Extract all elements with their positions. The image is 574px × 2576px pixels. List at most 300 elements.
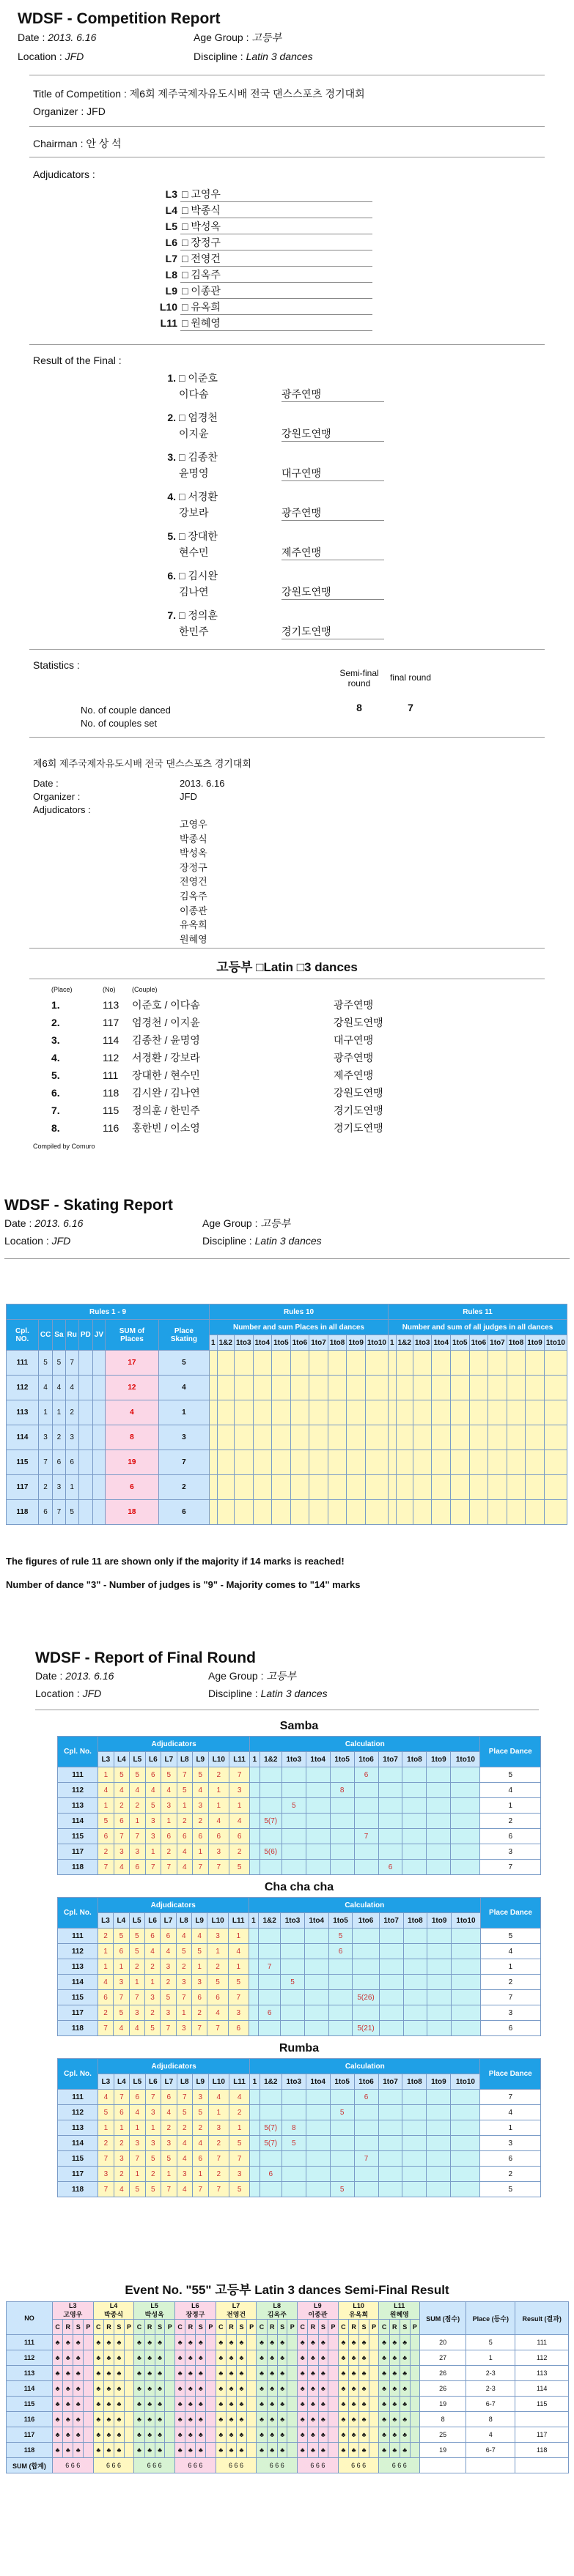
semi-mark — [369, 2412, 379, 2427]
calc-cell — [282, 2151, 306, 2167]
dance-place — [92, 1500, 105, 1525]
summary-result-row — [51, 1049, 383, 1066]
judge-mark: 5 — [161, 2151, 177, 2167]
calc-cell — [427, 2182, 451, 2197]
calc-col: 1to5 — [328, 1913, 353, 1929]
judge-mark: 3 — [177, 2167, 192, 2182]
calc-cell — [330, 2090, 354, 2105]
semi-mark: ♣ — [389, 2427, 400, 2443]
dance-place — [78, 1475, 92, 1500]
dance-row — [58, 2136, 541, 2151]
judge-mark: 5 — [98, 2105, 114, 2120]
calc-cell — [330, 2136, 354, 2151]
col-no: (No) — [103, 986, 116, 993]
semi-mark: ♣ — [257, 2397, 267, 2412]
semi-head — [7, 2302, 569, 2335]
calc-cell — [306, 1844, 330, 1860]
semi-sub: P — [206, 2320, 216, 2335]
judge-mark: 2 — [177, 2120, 192, 2136]
semi-sum: 26 — [420, 2366, 466, 2381]
skating-loc-row — [4, 1232, 322, 1250]
place-dance: 2 — [480, 1975, 540, 1990]
semi-judge-name: 박종식 — [103, 2311, 124, 2318]
cpl-no: 114 — [7, 1425, 39, 1450]
calc-cell — [427, 1959, 452, 1975]
semi-mark — [328, 2366, 339, 2381]
calc-cell — [306, 1783, 330, 1798]
semi-mark: ♣ — [103, 2443, 114, 2458]
rule-cell — [234, 1475, 253, 1500]
rule-cell — [544, 1450, 567, 1475]
final-round-title: WDSF - Report of Final Round — [35, 1649, 256, 1666]
judge-mark: 2 — [191, 2005, 207, 2021]
judge-mark: 3 — [208, 1844, 229, 1860]
semi-mark: ♣ — [277, 2427, 287, 2443]
semi-mark: ♣ — [185, 2443, 196, 2458]
cpl-no: 118 — [58, 1860, 98, 1875]
rule-cell — [365, 1376, 388, 1400]
judge-mark: 4 — [161, 2105, 177, 2120]
calc-cell — [260, 1767, 282, 1783]
rule-cell — [488, 1425, 507, 1450]
summary-club: 대구연맹 — [334, 1034, 374, 1046]
semi-mark — [246, 2443, 257, 2458]
dance-head2 — [58, 1752, 541, 1767]
judge-mark: 1 — [97, 1959, 113, 1975]
judge-mark: 4 — [114, 1860, 129, 1875]
cpl-header: Cpl. No. — [58, 1898, 98, 1929]
semi-mark — [246, 2366, 257, 2381]
skating-subheader: 1to3 — [234, 1335, 253, 1351]
calc-cell — [427, 1844, 451, 1860]
semi-mark: ♣ — [144, 2350, 155, 2366]
calc-cell — [402, 1798, 427, 1814]
calc-cell — [250, 2090, 260, 2105]
semi-mark — [246, 2350, 257, 2366]
judge-mark: 6 — [114, 1944, 129, 1959]
rule-cell — [469, 1351, 488, 1376]
cpl-header: Cpl. No. — [58, 2059, 98, 2090]
semi-mark: ♣ — [73, 2397, 84, 2412]
semi-sub: C — [298, 2320, 308, 2335]
semi-mark: ♣ — [389, 2397, 400, 2412]
calc-cell — [403, 1944, 427, 1959]
semi-sub: C — [379, 2320, 389, 2335]
dance-place: 5 — [53, 1351, 65, 1376]
semi-no: 116 — [7, 2412, 53, 2427]
dance-place — [78, 1376, 92, 1400]
final-line2 — [147, 505, 384, 521]
judge-mark: 1 — [97, 1944, 113, 1959]
semi-sub: P — [124, 2320, 134, 2335]
judge-mark: 3 — [145, 2136, 161, 2151]
age-label: Age Group : — [194, 31, 249, 43]
cpl-no: 112 — [58, 1944, 98, 1959]
judge-mark: 5 — [177, 2105, 192, 2120]
place-header: Place Dance — [480, 1737, 541, 1767]
semi-mark — [165, 2412, 175, 2427]
final-club: 강원도연맹 — [282, 426, 384, 442]
sum-places: 4 — [106, 1400, 159, 1425]
judge-mark: 3 — [161, 2136, 177, 2151]
semi-mark — [124, 2350, 134, 2366]
summary-adj-name: 이종관 — [180, 905, 207, 916]
calc-cell — [427, 1929, 452, 1944]
semi-judge-code: L8 — [273, 2302, 281, 2309]
semi-mark: ♣ — [175, 2366, 185, 2381]
rule-cell — [544, 1376, 567, 1400]
semi-row — [7, 2366, 569, 2381]
dance-place — [92, 1376, 105, 1400]
semi-mark: ♣ — [196, 2427, 206, 2443]
semi-mark: ♣ — [93, 2443, 103, 2458]
rule-cell — [253, 1351, 272, 1376]
calc-cell — [451, 2151, 480, 2167]
judge-mark: 5 — [193, 2105, 208, 2120]
semi-h_sum: SUM (점수) — [420, 2302, 466, 2335]
calc-cell — [402, 1783, 427, 1798]
final-leader: □ 이준호 — [179, 372, 218, 384]
judge-mark: 6 — [191, 1990, 207, 2005]
rule-cell — [469, 1475, 488, 1500]
semi-mark — [124, 2366, 134, 2381]
summary-no: 117 — [103, 1017, 119, 1028]
final-line1 — [147, 449, 384, 465]
semi-row — [7, 2335, 569, 2350]
chair-label: Chairman : — [33, 138, 84, 149]
judge-mark: 7 — [229, 1767, 250, 1783]
judge-mark: 4 — [130, 2105, 145, 2120]
date-label: Date : — [18, 31, 45, 43]
semi-mark — [124, 2335, 134, 2350]
judge-mark: 5 — [144, 2021, 160, 2036]
place-dance: 4 — [480, 1944, 540, 1959]
adjudicator-row — [147, 315, 372, 331]
summary-no: 114 — [103, 1034, 119, 1046]
toc-label: Title of Competition : — [33, 88, 127, 100]
final-label: Result of the Final : — [33, 355, 122, 366]
calc-cell — [427, 1814, 451, 1829]
calc-cell — [427, 2005, 452, 2021]
judge-code: L9 — [191, 1913, 207, 1929]
final-leader: □ 장대한 — [179, 530, 218, 542]
judge-mark: 2 — [229, 2105, 250, 2120]
judge-mark: 7 — [114, 2090, 129, 2105]
semi-mark: ♣ — [267, 2427, 277, 2443]
judge-mark: 5 — [114, 1929, 129, 1944]
semi-mark: ♣ — [103, 2397, 114, 2412]
calc-col: 1to5 — [330, 1752, 354, 1767]
semi-mark — [410, 2381, 420, 2397]
dance-row — [58, 1959, 541, 1975]
sk-disc: Latin 3 dances — [254, 1235, 322, 1247]
semi-no: 115 — [7, 2397, 53, 2412]
skating-subheader: 1to8 — [328, 1335, 347, 1351]
summary-club: 경기도연맹 — [334, 1122, 383, 1134]
rule-cell — [469, 1376, 488, 1400]
rule-cell — [544, 1351, 567, 1376]
semi-mark: ♣ — [114, 2381, 125, 2397]
dance-place: 4 — [65, 1376, 78, 1400]
skating-row — [7, 1450, 567, 1475]
semi-mark: ♣ — [63, 2366, 73, 2381]
calc-col: 1to10 — [451, 2074, 480, 2090]
final-partner: 이지윤 — [179, 428, 209, 439]
judge-mark: 2 — [129, 1959, 144, 1975]
semi-mark: ♣ — [389, 2366, 400, 2381]
semi-mark: ♣ — [359, 2366, 369, 2381]
judge-mark: 7 — [114, 1990, 129, 2005]
rule-cell — [413, 1500, 432, 1525]
rule-cell — [217, 1425, 234, 1450]
judge-mark: 4 — [161, 1944, 176, 1959]
sk-age-label: Age Group : — [202, 1217, 258, 1229]
calc-cell — [250, 1814, 260, 1829]
place-dance: 1 — [480, 1959, 540, 1975]
semi-mark: ♣ — [389, 2412, 400, 2427]
rule-cell — [234, 1500, 253, 1525]
judge-mark: 6 — [98, 1829, 114, 1844]
summary-adj-name: 김옥주 — [180, 890, 207, 902]
judge-code: L5 — [130, 1752, 145, 1767]
dance-place: 5 — [65, 1500, 78, 1525]
semi-title: Event No. "55" 고등부 Latin 3 dances Semi-Final Result — [125, 2283, 449, 2297]
calc-cell: 5 — [330, 2182, 354, 2197]
summary-place: 6. — [51, 1087, 60, 1099]
semi-sum: 20 — [420, 2335, 466, 2350]
semi-mark: ♣ — [103, 2427, 114, 2443]
rule-cell — [217, 1450, 234, 1475]
calc-cell — [259, 1975, 281, 1990]
calc-cell — [328, 2005, 353, 2021]
calc-cell — [403, 1975, 427, 1990]
summary-result-row — [51, 1119, 383, 1137]
semi-mark — [206, 2412, 216, 2427]
summary-date: 2013. 6.16 — [180, 778, 225, 789]
calc-cell: 5(26) — [353, 1990, 379, 2005]
place-skating: 3 — [158, 1425, 209, 1450]
semi-mark: ♣ — [226, 2412, 236, 2427]
final-leader: □ 서경환 — [179, 491, 218, 502]
calc-cell — [306, 2167, 330, 2182]
dance-table — [57, 1736, 541, 1875]
dance-row — [58, 2105, 541, 2120]
rule-cell — [432, 1400, 451, 1425]
dance-place: 7 — [38, 1450, 52, 1475]
dance-table — [57, 1897, 541, 2036]
calc-col: 1&2 — [259, 1913, 281, 1929]
rule-cell — [272, 1400, 291, 1425]
calc-cell — [379, 2005, 403, 2021]
semi-sum-val: 6 6 6 — [298, 2458, 339, 2473]
semi-mark: ♣ — [318, 2335, 328, 2350]
semi-no: 111 — [7, 2335, 53, 2350]
final-line1 — [147, 370, 384, 386]
rule-cell — [253, 1475, 272, 1500]
semi-mark — [369, 2427, 379, 2443]
summary-adj-name: 고영우 — [180, 819, 207, 830]
summary-title: 제6회 제주국제자유도시배 전국 댄스스포츠 경기대회 — [33, 758, 251, 769]
semi-mark — [369, 2443, 379, 2458]
judge-code: L11 — [229, 2074, 250, 2090]
semi-mark: ♣ — [226, 2350, 236, 2366]
judge-code: L5 — [129, 1913, 144, 1929]
judge-mark: 3 — [145, 1814, 161, 1829]
semi-sub: C — [93, 2320, 103, 2335]
semi-mark: ♣ — [318, 2366, 328, 2381]
judge-mark: 2 — [114, 2167, 129, 2182]
semi-sub: R — [349, 2320, 359, 2335]
date-row — [18, 28, 574, 47]
dance-row — [58, 1829, 541, 1844]
skating-row — [7, 1376, 567, 1400]
judge-mark: 2 — [207, 1959, 228, 1975]
calc-cell — [259, 1929, 281, 1944]
stat-col-semi: Semi-final round — [339, 668, 379, 688]
semi-sub: S — [400, 2320, 410, 2335]
judge-mark: 2 — [97, 1929, 113, 1944]
calc-cell — [427, 1783, 451, 1798]
semi-mark: ♣ — [267, 2366, 277, 2381]
summary-no: 111 — [103, 1069, 119, 1081]
calc-col: 1to8 — [402, 1752, 427, 1767]
rule-cell — [234, 1425, 253, 1450]
semi-mark: ♣ — [389, 2443, 400, 2458]
summary-adj-name: 원혜영 — [180, 933, 207, 945]
rule-cell — [396, 1500, 413, 1525]
calc-cell — [260, 1829, 282, 1844]
judge-mark: 4 — [208, 2090, 229, 2105]
semi-mark: ♣ — [175, 2350, 185, 2366]
skating-row — [7, 1500, 567, 1525]
place-dance: 7 — [480, 1990, 540, 2005]
calc-cell — [402, 2090, 427, 2105]
final-entry — [147, 370, 384, 409]
semi-mark: ♣ — [257, 2350, 267, 2366]
summary-adj-label: Adjudicators : — [33, 804, 91, 815]
calc-cell — [378, 2151, 402, 2167]
semi-mark: ♣ — [308, 2335, 318, 2350]
judge-mark: 2 — [161, 1975, 176, 1990]
judge-mark: 3 — [161, 1959, 176, 1975]
judge-mark: 4 — [177, 2151, 192, 2167]
dance-head2 — [58, 2074, 541, 2090]
judge-mark: 7 — [130, 2151, 145, 2167]
judge-mark: 7 — [161, 2021, 176, 2036]
semi-judge-name: 전영건 — [227, 2311, 246, 2318]
semi-judge-code: L3 — [69, 2302, 77, 2309]
judge-mark: 1 — [208, 2105, 229, 2120]
semi-mark: ♣ — [52, 2412, 62, 2427]
semi-mark — [410, 2443, 420, 2458]
rule-cell — [507, 1376, 526, 1400]
semi-mark: ♣ — [389, 2350, 400, 2366]
semi-sub: S — [196, 2320, 206, 2335]
fr-loc: JFD — [82, 1688, 102, 1699]
semi-mark: ♣ — [114, 2350, 125, 2366]
semi-judge-name: 장정구 — [185, 2311, 205, 2318]
judge-mark: 5 — [229, 2182, 250, 2197]
semi-judge-name: 김옥주 — [267, 2311, 287, 2318]
semi-mark: ♣ — [144, 2397, 155, 2412]
semi-result: 112 — [515, 2350, 569, 2366]
cpl-no: 112 — [7, 1376, 39, 1400]
semi-mark: ♣ — [379, 2412, 389, 2427]
judge-mark: 7 — [193, 2182, 208, 2197]
calc-cell — [451, 1798, 480, 1814]
divider — [29, 126, 545, 127]
judge-mark: 7 — [129, 1990, 144, 2005]
semi-mark: ♣ — [257, 2381, 267, 2397]
judge-mark: 7 — [145, 2090, 161, 2105]
place-dance: 2 — [480, 1814, 541, 1829]
semi-mark — [287, 2350, 298, 2366]
stat-col-final: final round — [389, 672, 432, 683]
semi-mark: ♣ — [318, 2412, 328, 2427]
divider — [29, 649, 545, 650]
location-row — [18, 47, 574, 66]
place-dance: 6 — [480, 1829, 541, 1844]
semi-mark: ♣ — [379, 2427, 389, 2443]
final-line2 — [147, 544, 384, 560]
semi-mark: ♣ — [93, 2335, 103, 2350]
calc-cell — [306, 1814, 330, 1829]
judge-mark: 6 — [161, 1929, 176, 1944]
rule-cell — [253, 1500, 272, 1525]
semi-mark: ♣ — [93, 2350, 103, 2366]
place-dance: 2 — [480, 2167, 541, 2182]
semi-mark: ♣ — [114, 2366, 125, 2381]
judge-mark: 3 — [98, 2167, 114, 2182]
place-skating: 5 — [158, 1351, 209, 1376]
calc-cell — [306, 2090, 330, 2105]
semi-mark: ♣ — [216, 2397, 226, 2412]
semi-result: 113 — [515, 2366, 569, 2381]
final-leader: □ 정의훈 — [179, 609, 218, 621]
semi-mark: ♣ — [226, 2443, 236, 2458]
calc-cell — [379, 1990, 403, 2005]
calc-cell — [378, 1844, 402, 1860]
rule-cell — [526, 1376, 545, 1400]
semi-mark: ♣ — [359, 2443, 369, 2458]
judge-mark: 2 — [144, 2005, 160, 2021]
summary-org-label: Organizer : — [33, 791, 81, 802]
calc-col: 1to3 — [282, 1752, 306, 1767]
calc-cell: 7 — [354, 1829, 378, 1844]
semi-mark: ♣ — [185, 2381, 196, 2397]
summary-org-row — [33, 791, 197, 802]
rule-cell — [210, 1500, 218, 1525]
semi-row — [7, 2381, 569, 2397]
semi-sum: 19 — [420, 2397, 466, 2412]
calc-cell — [378, 1767, 402, 1783]
judge-code: L7 — [161, 2074, 177, 2090]
judge-mark: 5 — [191, 1944, 207, 1959]
calc-cell — [379, 1929, 403, 1944]
semi-mark: ♣ — [237, 2427, 247, 2443]
judge-mark: 6 — [161, 1829, 177, 1844]
rule-cell — [328, 1475, 347, 1500]
judge-mark: 2 — [145, 2167, 161, 2182]
judge-mark: 2 — [161, 2120, 177, 2136]
judge-mark: 5 — [114, 2005, 129, 2021]
semi-sum-label: SUM (합계) — [7, 2458, 53, 2473]
semi-mark: ♣ — [144, 2381, 155, 2397]
summary-couple: 홍한빈 / 이소영 — [132, 1122, 200, 1134]
calc-cell — [354, 1860, 378, 1875]
final-partner: 한민주 — [179, 626, 209, 637]
toc-row — [33, 86, 365, 101]
